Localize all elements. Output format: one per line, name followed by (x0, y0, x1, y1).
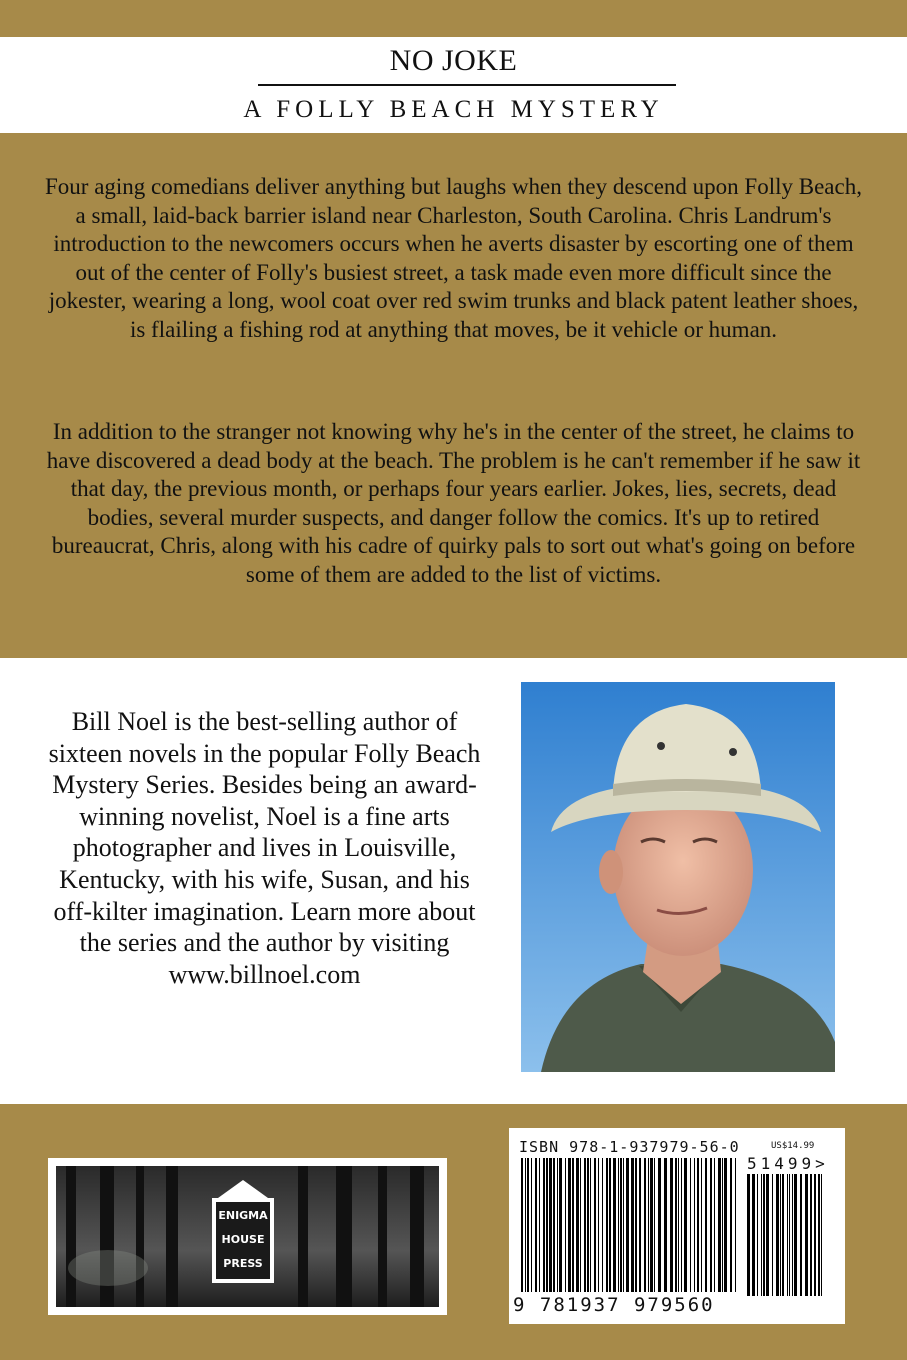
barcode-bar (572, 1158, 574, 1292)
barcode-bar (701, 1158, 702, 1292)
barcode-bar (810, 1174, 812, 1296)
barcode-bar (559, 1158, 562, 1292)
barcode-bar (609, 1158, 611, 1292)
barcode-bar (694, 1158, 695, 1292)
barcode-bar (546, 1158, 548, 1292)
barcode-panel (509, 1128, 845, 1324)
barcode-bar (639, 1158, 641, 1292)
barcode-bar (690, 1158, 691, 1292)
barcode-bar (684, 1158, 687, 1292)
barcode-bar (675, 1158, 677, 1292)
author-photo (521, 682, 835, 1072)
barcode-bar (606, 1158, 608, 1292)
barcode-bar (594, 1158, 596, 1292)
series-subtitle: A FOLLY BEACH MYSTERY (243, 96, 664, 123)
barcode-bar (730, 1158, 732, 1292)
isbn-label: ISBN 978-1-937979-56-0 (519, 1138, 740, 1156)
barcode-bar (618, 1158, 619, 1292)
barcode-bar (794, 1174, 797, 1296)
barcode-bar (658, 1158, 661, 1292)
barcode-bar (792, 1174, 793, 1296)
barcode-bar (761, 1174, 762, 1296)
barcode-bar (722, 1158, 723, 1292)
ean-digits: 9 781937 979560 (513, 1294, 715, 1316)
barcode-bar (587, 1158, 589, 1292)
barcode-bar (718, 1158, 721, 1292)
barcode-bar (521, 1158, 523, 1292)
barcode-bar (623, 1158, 624, 1292)
barcode-bar (650, 1158, 653, 1292)
barcode-bar (776, 1174, 779, 1296)
barcode-bar (565, 1158, 566, 1292)
barcode-bar (613, 1158, 616, 1292)
barcode-bar (821, 1174, 822, 1296)
barcode-bar (670, 1158, 673, 1292)
barcode-bar (620, 1158, 622, 1292)
barcode-bar (752, 1174, 755, 1296)
barcode-bar (678, 1158, 679, 1292)
barcode-bar (580, 1158, 581, 1292)
barcode-bar (710, 1158, 712, 1292)
barcode-bar (818, 1174, 820, 1296)
barcode-bar (654, 1158, 655, 1292)
blurb-paragraph-2: In addition to the stranger not knowing why he's in the center of the street, he claims to have discovered a dead body at the beach. The problem is he can't remember if he saw it that day, the previous month, or perhaps four years earlier. Jokes, lies, secrets, dead bodies, several murder suspects, and danger follow the comics. It's up to retired bureaucrat, Chris, along with his cadre of quirky pals to sort out what's going on before some of them are added to the list of victims. (46, 419, 861, 587)
barcode-bar (553, 1158, 555, 1292)
barcode-bar (527, 1158, 529, 1292)
barcode-bar (735, 1158, 736, 1292)
barcode-bar (576, 1158, 579, 1292)
barcode-bar (664, 1158, 667, 1292)
barcode-bar (539, 1158, 540, 1292)
barcode-bar (602, 1158, 603, 1292)
logo-word-house: HOUSE (221, 1233, 265, 1246)
barcode-bar (697, 1158, 699, 1292)
barcode-bar (531, 1158, 532, 1292)
barcode-bar (782, 1174, 784, 1296)
barcode-bar (549, 1158, 552, 1292)
barcode-bar (724, 1158, 727, 1292)
barcode-bar (626, 1158, 629, 1292)
barcode-bar (598, 1158, 599, 1292)
book-title: NO JOKE (389, 44, 518, 77)
title-divider (258, 84, 676, 86)
logo-word-press: PRESS (223, 1257, 263, 1270)
barcode-bar (805, 1174, 808, 1296)
barcode-bar (584, 1158, 586, 1292)
enigma-house-press-logo (216, 1204, 270, 1276)
barcode-bar (590, 1158, 591, 1292)
ean-barcode (519, 1158, 739, 1308)
barcode-bar (648, 1158, 649, 1292)
barcode-bar (681, 1158, 682, 1292)
barcode-bar (814, 1174, 816, 1296)
barcode-bar (780, 1174, 781, 1296)
barcode-bar (766, 1174, 769, 1296)
barcode-bar (763, 1174, 765, 1296)
barcode-bar (525, 1158, 526, 1292)
logo-word-enigma: ENIGMA (218, 1209, 268, 1222)
barcode-bar (789, 1174, 790, 1296)
blurb-paragraph-1: Four aging comedians deliver anything but laughs when they descend upon Folly Beach, a small, laid-back barrier island near Charleston, South Carolina. Chris Landrum's introduction to the newcomers occurs when he averts disaster by escorting one of them out of the center of Folly's busiest street, a task made even more difficult since the jokester, wearing a long, wool coat over red swim trunks and black patent leather shoes, is flailing a fishing rod at anything that moves, be it vehicle or human. (45, 174, 862, 342)
barcode-bar (644, 1158, 646, 1292)
price-label: US$14.99 (771, 1141, 815, 1151)
author-bio: Bill Noel is the best-selling author of sixteen novels in the popular Folly Beach Mystery Series. Besides being an award-winning novelist, Noel is a fine arts photographer and lives in Louisville, Kentucky, with his wife, Susan, and his off-kilter imagination. Learn more about the series and the author by visiting www.billnoel.com (48, 707, 481, 989)
addon-digits: 51499> (747, 1154, 829, 1173)
barcode-bar (543, 1158, 545, 1292)
barcode-bar (631, 1158, 634, 1292)
barcode-bar (568, 1158, 571, 1292)
barcode-bar (557, 1158, 558, 1292)
barcode-bar (757, 1174, 758, 1296)
barcode-bar (705, 1158, 707, 1292)
barcode-bar (714, 1158, 715, 1292)
barcode-bar (787, 1174, 788, 1296)
barcode-bar (800, 1174, 802, 1296)
barcode-bar (747, 1174, 750, 1296)
addon-barcode (745, 1174, 825, 1314)
barcode-bar (772, 1174, 773, 1296)
barcode-bar (535, 1158, 537, 1292)
publisher-logo-panel (48, 1158, 447, 1315)
barcode-bar (635, 1158, 637, 1292)
